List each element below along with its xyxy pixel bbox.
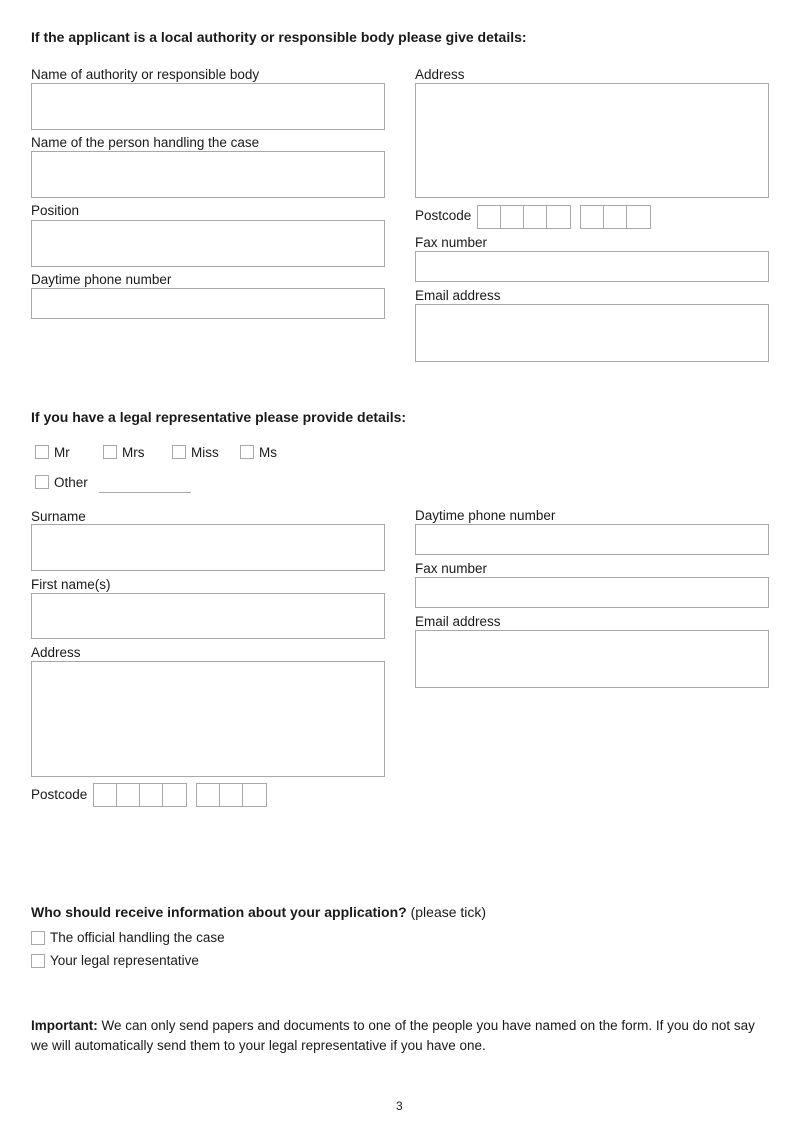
postcode-cell[interactable] bbox=[501, 206, 524, 228]
recipient-heading-bold: Who should receive information about your application? bbox=[31, 904, 407, 920]
authority-address-field[interactable] bbox=[415, 83, 769, 198]
postcode-cell[interactable] bbox=[163, 784, 186, 806]
position-label: Position bbox=[31, 203, 80, 218]
legal-rep-postcode-part2[interactable] bbox=[196, 783, 267, 807]
legal-rep-fax-field[interactable] bbox=[415, 577, 769, 608]
legal-rep-address-field[interactable] bbox=[31, 661, 385, 777]
title-ms-label: Ms bbox=[259, 445, 277, 460]
title-mrs-label: Mrs bbox=[122, 445, 145, 460]
legal-rep-daytime-phone-label: Daytime phone number bbox=[415, 508, 556, 523]
recipient-official-label: The official handling the case bbox=[50, 930, 225, 945]
person-handling-field[interactable] bbox=[31, 151, 385, 198]
person-handling-label: Name of the person handling the case bbox=[31, 135, 260, 150]
legal-rep-email-label: Email address bbox=[415, 614, 501, 629]
postcode-cell[interactable] bbox=[220, 784, 243, 806]
surname-field[interactable] bbox=[31, 524, 385, 571]
postcode-cell[interactable] bbox=[117, 784, 140, 806]
authority-section-heading: If the applicant is a local authority or responsible body please give details: bbox=[31, 29, 527, 45]
title-mr-checkbox[interactable] bbox=[35, 445, 49, 459]
recipient-legal-rep-label: Your legal representative bbox=[50, 953, 199, 968]
postcode-cell[interactable] bbox=[627, 206, 650, 228]
title-ms-checkbox[interactable] bbox=[240, 445, 254, 459]
recipient-official-checkbox[interactable] bbox=[31, 931, 45, 945]
authority-email-field[interactable] bbox=[415, 304, 769, 362]
authority-fax-label: Fax number bbox=[415, 235, 488, 250]
important-note bbox=[31, 1016, 761, 1056]
recipient-section-heading bbox=[31, 904, 486, 920]
authority-name-field[interactable] bbox=[31, 83, 385, 130]
postcode-cell[interactable] bbox=[197, 784, 220, 806]
postcode-cell[interactable] bbox=[604, 206, 627, 228]
postcode-cell[interactable] bbox=[243, 784, 266, 806]
legal-rep-daytime-phone-field[interactable] bbox=[415, 524, 769, 555]
legal-rep-address-label: Address bbox=[31, 645, 81, 660]
recipient-heading-note: (please tick) bbox=[406, 904, 487, 920]
title-mrs-checkbox[interactable] bbox=[103, 445, 117, 459]
surname-label: Surname bbox=[31, 509, 86, 524]
postcode-cell[interactable] bbox=[581, 206, 604, 228]
postcode-cell[interactable] bbox=[478, 206, 501, 228]
title-other-label: Other bbox=[54, 475, 88, 490]
title-other-checkbox[interactable] bbox=[35, 475, 49, 489]
important-note-text: We can only send papers and documents to one of the people you have named on the form. If you do not say we will automatically send them to your legal representative if you have one. bbox=[31, 1018, 755, 1053]
page-number: 3 bbox=[396, 1099, 403, 1113]
first-names-field[interactable] bbox=[31, 593, 385, 639]
important-note-bold: Important: bbox=[31, 1018, 98, 1033]
authority-daytime-phone-field[interactable] bbox=[31, 288, 385, 319]
authority-postcode-part2[interactable] bbox=[580, 205, 651, 229]
legal-rep-section-heading: If you have a legal representative please provide details: bbox=[31, 409, 407, 425]
title-miss-label: Miss bbox=[191, 445, 219, 460]
postcode-cell[interactable] bbox=[94, 784, 117, 806]
authority-address-label: Address bbox=[415, 67, 465, 82]
legal-rep-postcode-label: Postcode bbox=[31, 787, 88, 802]
authority-daytime-phone-label: Daytime phone number bbox=[31, 272, 172, 287]
title-other-input[interactable] bbox=[99, 492, 191, 493]
authority-fax-field[interactable] bbox=[415, 251, 769, 282]
authority-postcode-label: Postcode bbox=[415, 208, 472, 223]
position-field[interactable] bbox=[31, 220, 385, 267]
legal-rep-email-field[interactable] bbox=[415, 630, 769, 688]
authority-email-label: Email address bbox=[415, 288, 501, 303]
authority-postcode-part1[interactable] bbox=[477, 205, 571, 229]
postcode-cell[interactable] bbox=[524, 206, 547, 228]
authority-name-label: Name of authority or responsible body bbox=[31, 67, 260, 82]
first-names-label: First name(s) bbox=[31, 577, 111, 592]
title-miss-checkbox[interactable] bbox=[172, 445, 186, 459]
legal-rep-postcode-part1[interactable] bbox=[93, 783, 187, 807]
postcode-cell[interactable] bbox=[140, 784, 163, 806]
title-mr-label: Mr bbox=[54, 445, 70, 460]
legal-rep-fax-label: Fax number bbox=[415, 561, 488, 576]
postcode-cell[interactable] bbox=[547, 206, 570, 228]
recipient-legal-rep-checkbox[interactable] bbox=[31, 954, 45, 968]
